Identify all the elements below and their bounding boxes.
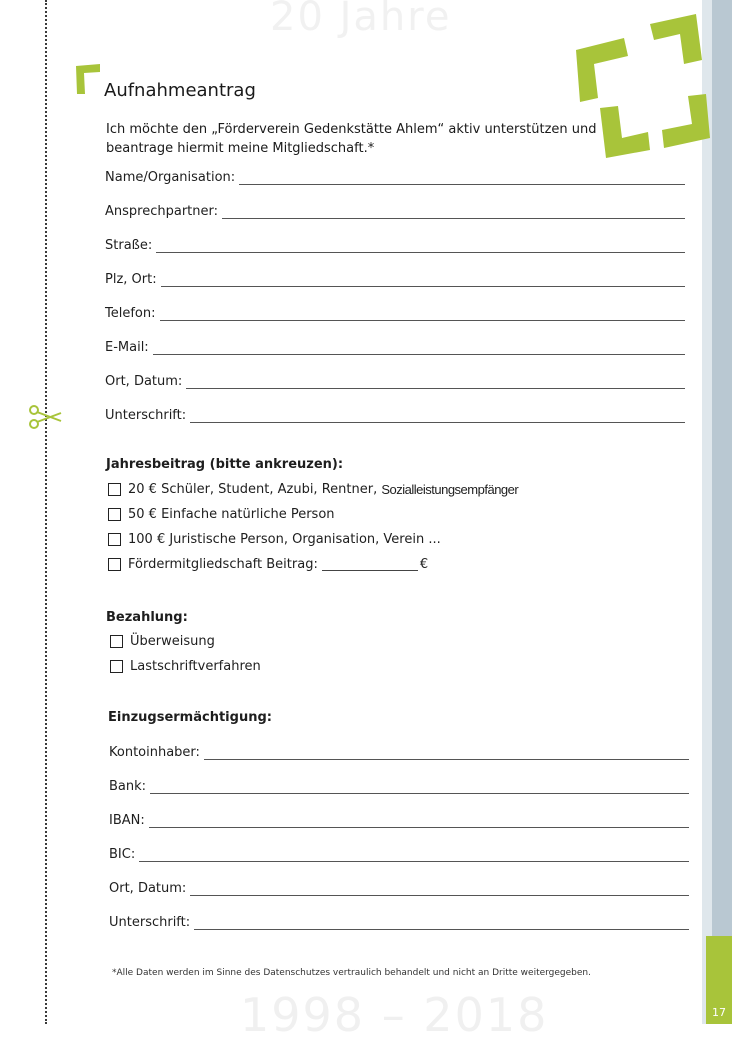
name-field[interactable] [105, 168, 685, 186]
field-line[interactable] [149, 827, 689, 828]
option-label: 100 € Juristische Person, Organisation, Verein ... [128, 532, 441, 547]
amount-input-line[interactable] [322, 559, 418, 571]
field-label: Plz, Ort: [105, 272, 157, 287]
bottom-faded-text: 1998 – 2018 [240, 988, 549, 1042]
form-title: Aufnahmeantrag [104, 80, 256, 101]
title-corner-mark [76, 64, 102, 94]
fee-option-50[interactable] [108, 507, 335, 522]
option-label: Überweisung [130, 634, 215, 649]
field-label: Ansprechpartner: [105, 204, 218, 219]
account-holder-field[interactable] [109, 743, 689, 761]
field-line[interactable] [160, 320, 686, 321]
contact-person-field[interactable] [105, 202, 685, 220]
checkbox[interactable] [108, 558, 121, 571]
cut-line [45, 0, 47, 1024]
field-label: Unterschrift: [105, 408, 187, 423]
checkbox[interactable] [108, 483, 121, 496]
payment-heading: Bezahlung: [106, 610, 188, 625]
field-line[interactable] [150, 793, 689, 794]
checkbox[interactable] [110, 635, 123, 648]
field-line[interactable] [194, 929, 689, 930]
page-number: 17 [712, 1006, 726, 1019]
iban-field[interactable] [109, 811, 689, 829]
fee-option-20[interactable] [108, 482, 518, 497]
fee-heading: Jahresbeitrag (bitte ankreuzen): [106, 457, 344, 472]
field-label: Straße: [105, 238, 153, 253]
field-label: Name/Organisation: [105, 170, 236, 185]
field-label: Telefon: [105, 306, 156, 321]
top-faded-text: 20 Jahre [270, 0, 452, 40]
field-line[interactable] [161, 286, 685, 287]
zip-city-field[interactable] [105, 270, 685, 288]
field-line[interactable] [186, 388, 685, 389]
place-date-field[interactable] [105, 372, 685, 390]
field-label: IBAN: [109, 813, 145, 828]
field-line[interactable] [156, 252, 685, 253]
option-label-extra: Sozialleistungsempfänger [381, 482, 519, 497]
bic-field[interactable] [109, 845, 689, 863]
field-line[interactable] [190, 895, 689, 896]
intro-text: Ich möchte den „Förderverein Gedenkstätte Ahlem“ aktiv unterstützen und beantrage hiermit meine Mitgliedschaft.* [106, 122, 597, 156]
field-label: Ort, Datum: [105, 374, 183, 389]
field-label: BIC: [109, 847, 136, 862]
field-line[interactable] [222, 218, 685, 219]
fee-option-100[interactable] [108, 532, 441, 547]
field-line[interactable] [139, 861, 689, 862]
field-label: E-Mail: [105, 340, 149, 355]
email-field[interactable] [105, 338, 685, 356]
debit-heading: Einzugsermächtigung: [108, 710, 272, 725]
scissors-icon [27, 402, 63, 432]
option-label: 50 € Einfache natürliche Person [128, 507, 335, 522]
payment-option-transfer[interactable] [110, 634, 215, 649]
bank-field[interactable] [109, 777, 689, 795]
checkbox[interactable] [110, 660, 123, 673]
phone-field[interactable] [105, 304, 685, 322]
field-line[interactable] [190, 422, 685, 423]
field-label: Unterschrift: [109, 915, 191, 930]
field-line[interactable] [239, 184, 685, 185]
currency-symbol: € [419, 557, 429, 572]
field-label: Ort, Datum: [109, 881, 187, 896]
debit-signature-field[interactable] [109, 913, 689, 931]
field-label: Bank: [109, 779, 147, 794]
debit-place-date-field[interactable] [109, 879, 689, 897]
payment-option-debit[interactable] [110, 659, 261, 674]
fee-option-custom[interactable] [108, 557, 428, 572]
street-field[interactable] [105, 236, 685, 254]
footnote: *Alle Daten werden im Sinne des Datenschutzes vertraulich behandelt und nicht an Dritte weitergegeben. [112, 968, 591, 978]
field-label: Kontoinhaber: [109, 745, 200, 760]
checkbox[interactable] [108, 508, 121, 521]
signature-field[interactable] [105, 406, 685, 424]
field-line[interactable] [204, 759, 689, 760]
field-line[interactable] [153, 354, 685, 355]
checkbox[interactable] [108, 533, 121, 546]
option-label: Fördermitgliedschaft Beitrag: [128, 557, 318, 572]
option-label: Lastschriftverfahren [130, 659, 261, 674]
option-label: 20 € Schüler, Student, Azubi, Rentner, [128, 482, 378, 497]
